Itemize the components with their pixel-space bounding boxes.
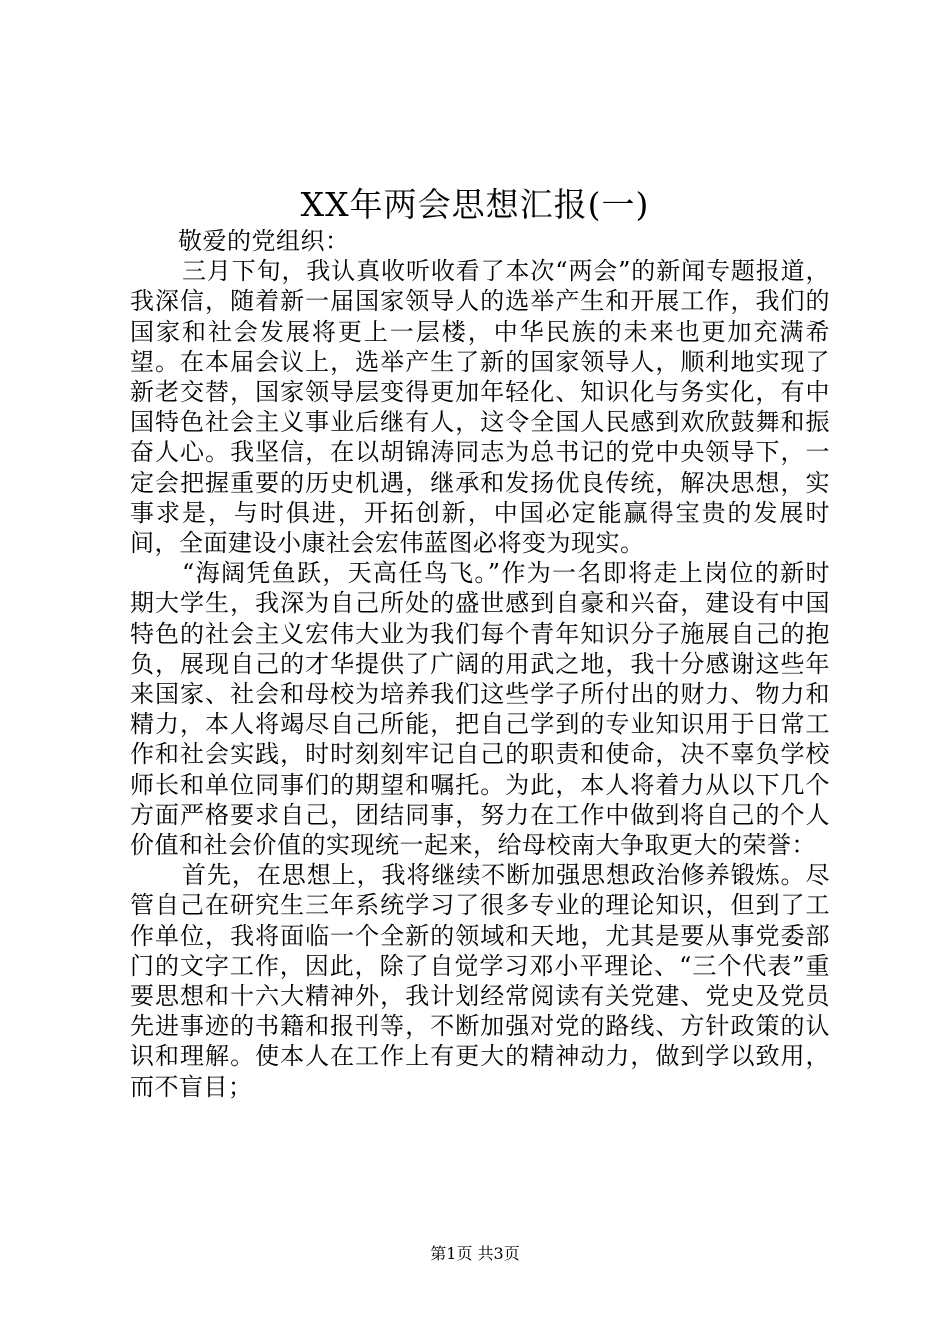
document-title: XX年两会思想汇报(一) xyxy=(300,185,650,224)
paragraph-1: 三月下旬，我认真收听收看了本次“两会”的新闻专题报道，我深信，随着新一届国家领导人的选举产生和开展工作，我们的国家和社会发展将更上一层楼，中华民族的未来也更加充满希望。在本届会议上，选举产生了新的国家领导人，顺利地实现了新老交替，国家领导层变得更加年轻化、知识化与务实化，有中国特色社会主义事业后继有人，这令全国人民感到欢欣鼓舞和振奋人心。我坚信，在以胡锦涛同志为总书记的党中央领导下，一定会把握重要的历史机遇，继承和发扬优良传统，解决思想，实事求是，与时俱进，开拓创新，中国必定能赢得宝贵的发展时间，全面建设小康社会宏伟蓝图必将变为现实。 xyxy=(130,257,830,558)
paragraph-2: “海阔凭鱼跃，天高任鸟飞。”作为一名即将走上岗位的新时期大学生，我深为自己所处的盛世感到自豪和兴奋，建设有中国特色的社会主义宏伟大业为我们每个青年知识分子施展自己的抱负，展现自己的才华提供了广阔的用武之地，我十分感谢这些年来国家、社会和母校为培养我们这些学子所付出的财力、物力和精力，本人将竭尽自己所能，把自己学到的专业知识用于日常工作和社会实践，时时刻刻牢记自己的职责和使命，决不辜负学校师长和单位同事们的期望和嘱托。为此，本人将着力从以下几个方面严格要求自己，团结同事，努力在工作中做到将自己的个人价值和社会价值的实现统一起来，给母校南大争取更大的荣誉： xyxy=(130,559,830,860)
document-body xyxy=(130,226,830,1102)
salutation: 敬爱的党组织： xyxy=(178,227,350,255)
page-footer: 第1页 共3页 xyxy=(430,1244,520,1263)
paragraph-3: 首先，在思想上，我将继续不断加强思想政治修养锻炼。尽管自己在研究生三年系统学习了很多专业的理论知识，但到了工作单位，我将面临一个全新的领域和天地，尤其是要从事党委部门的文字工作，因此，除了自觉学习邓小平理论、“三个代表”重要思想和十六大精神外，我计划经常阅读有关党建、党史及党员先进事迹的书籍和报刊等，不断加强对党的路线、方针政策的认识和理解。使本人在工作上有更大的精神动力，做到学以致用，而不盲目； xyxy=(130,861,830,1101)
